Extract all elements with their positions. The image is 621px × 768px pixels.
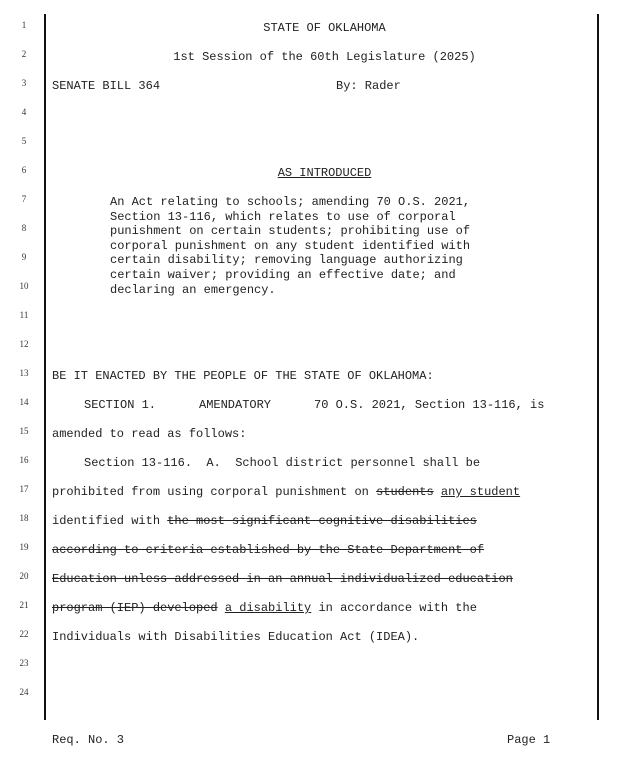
struck-text: Education unless addressed in an annual individualized education bbox=[52, 572, 513, 586]
section-citation: 70 O.S. 2021, Section 13-116, is bbox=[314, 398, 545, 412]
struck-text: according to criteria established by the State Department of bbox=[52, 543, 485, 557]
body-line bbox=[52, 485, 520, 499]
body-text: identified with bbox=[52, 514, 168, 528]
line-number: 11 bbox=[19, 310, 29, 320]
line-number: 10 bbox=[19, 281, 29, 291]
section-continuation: amended to read as follows: bbox=[52, 427, 247, 441]
body-line: Section 13-116. A. School district personnel shall be bbox=[84, 456, 481, 470]
bill-title bbox=[110, 195, 510, 297]
line-number: 17 bbox=[19, 484, 29, 494]
line-number: 23 bbox=[19, 658, 29, 668]
session-heading: 1st Session of the 60th Legislature (2025) bbox=[173, 50, 476, 64]
line-number: 6 bbox=[21, 165, 27, 175]
line-number: 5 bbox=[21, 136, 27, 146]
line-number: 7 bbox=[21, 194, 27, 204]
section-type: AMENDATORY bbox=[199, 398, 272, 412]
line-number: 9 bbox=[21, 252, 27, 262]
left-margin-rule bbox=[44, 14, 46, 720]
bill-number: SENATE BILL 364 bbox=[52, 79, 161, 93]
line-number: 12 bbox=[19, 339, 29, 349]
status-heading bbox=[52, 166, 597, 180]
title-line: An Act relating to schools; amending 70 O.S. 2021, bbox=[110, 195, 471, 209]
title-line: certain waiver; providing an effective date; and bbox=[110, 267, 456, 282]
request-number: Req. No. 3 bbox=[52, 733, 125, 747]
line-number: 19 bbox=[19, 542, 29, 552]
body-text: prohibited from using corporal punishment on bbox=[52, 485, 377, 499]
line-number: 20 bbox=[19, 571, 29, 581]
line-number: 14 bbox=[19, 397, 29, 407]
struck-text: the most significant cognitive disabilities bbox=[167, 514, 477, 528]
line-number: 3 bbox=[21, 78, 27, 88]
page-number: Page 1 bbox=[507, 733, 551, 747]
body-line bbox=[52, 514, 477, 528]
line-number: 8 bbox=[21, 223, 27, 233]
body-text: in accordance with the bbox=[311, 601, 477, 615]
right-margin-rule bbox=[597, 14, 599, 720]
line-number: 21 bbox=[19, 600, 29, 610]
struck-text: students bbox=[376, 485, 434, 499]
line-number: 16 bbox=[19, 455, 29, 465]
title-line: punishment on certain students; prohibiting use of bbox=[110, 224, 471, 239]
inserted-text: a disability bbox=[224, 601, 312, 615]
section-label: SECTION 1. bbox=[84, 398, 157, 412]
status-text: AS INTRODUCED bbox=[277, 166, 372, 180]
bill-author: By: Rader bbox=[336, 79, 401, 93]
line-number: 22 bbox=[19, 629, 29, 639]
line-number: 24 bbox=[19, 687, 29, 697]
state-heading: STATE OF OKLAHOMA bbox=[263, 21, 386, 35]
body-line: Individuals with Disabilities Education Act (IDEA). bbox=[52, 630, 420, 644]
title-line: corporal punishment on any student identified with bbox=[110, 238, 471, 253]
title-line: certain disability; removing language authorizing bbox=[110, 253, 463, 268]
line-number: 18 bbox=[19, 513, 29, 523]
title-line: Section 13-116, which relates to use of corporal bbox=[110, 209, 456, 224]
line-number: 4 bbox=[21, 107, 27, 117]
body-line bbox=[52, 601, 477, 615]
struck-text: program (IEP) developed bbox=[52, 601, 218, 615]
body-line bbox=[52, 543, 484, 557]
enacting-clause: BE IT ENACTED BY THE PEOPLE OF THE STATE OF OKLAHOMA: bbox=[52, 369, 434, 383]
inserted-text: any student bbox=[440, 485, 521, 499]
line-number: 1 bbox=[21, 20, 27, 30]
line-number: 13 bbox=[19, 368, 29, 378]
title-line: declaring an emergency. bbox=[110, 282, 276, 297]
line-number: 15 bbox=[19, 426, 29, 436]
line-number: 2 bbox=[21, 49, 27, 59]
body-line bbox=[52, 572, 513, 586]
